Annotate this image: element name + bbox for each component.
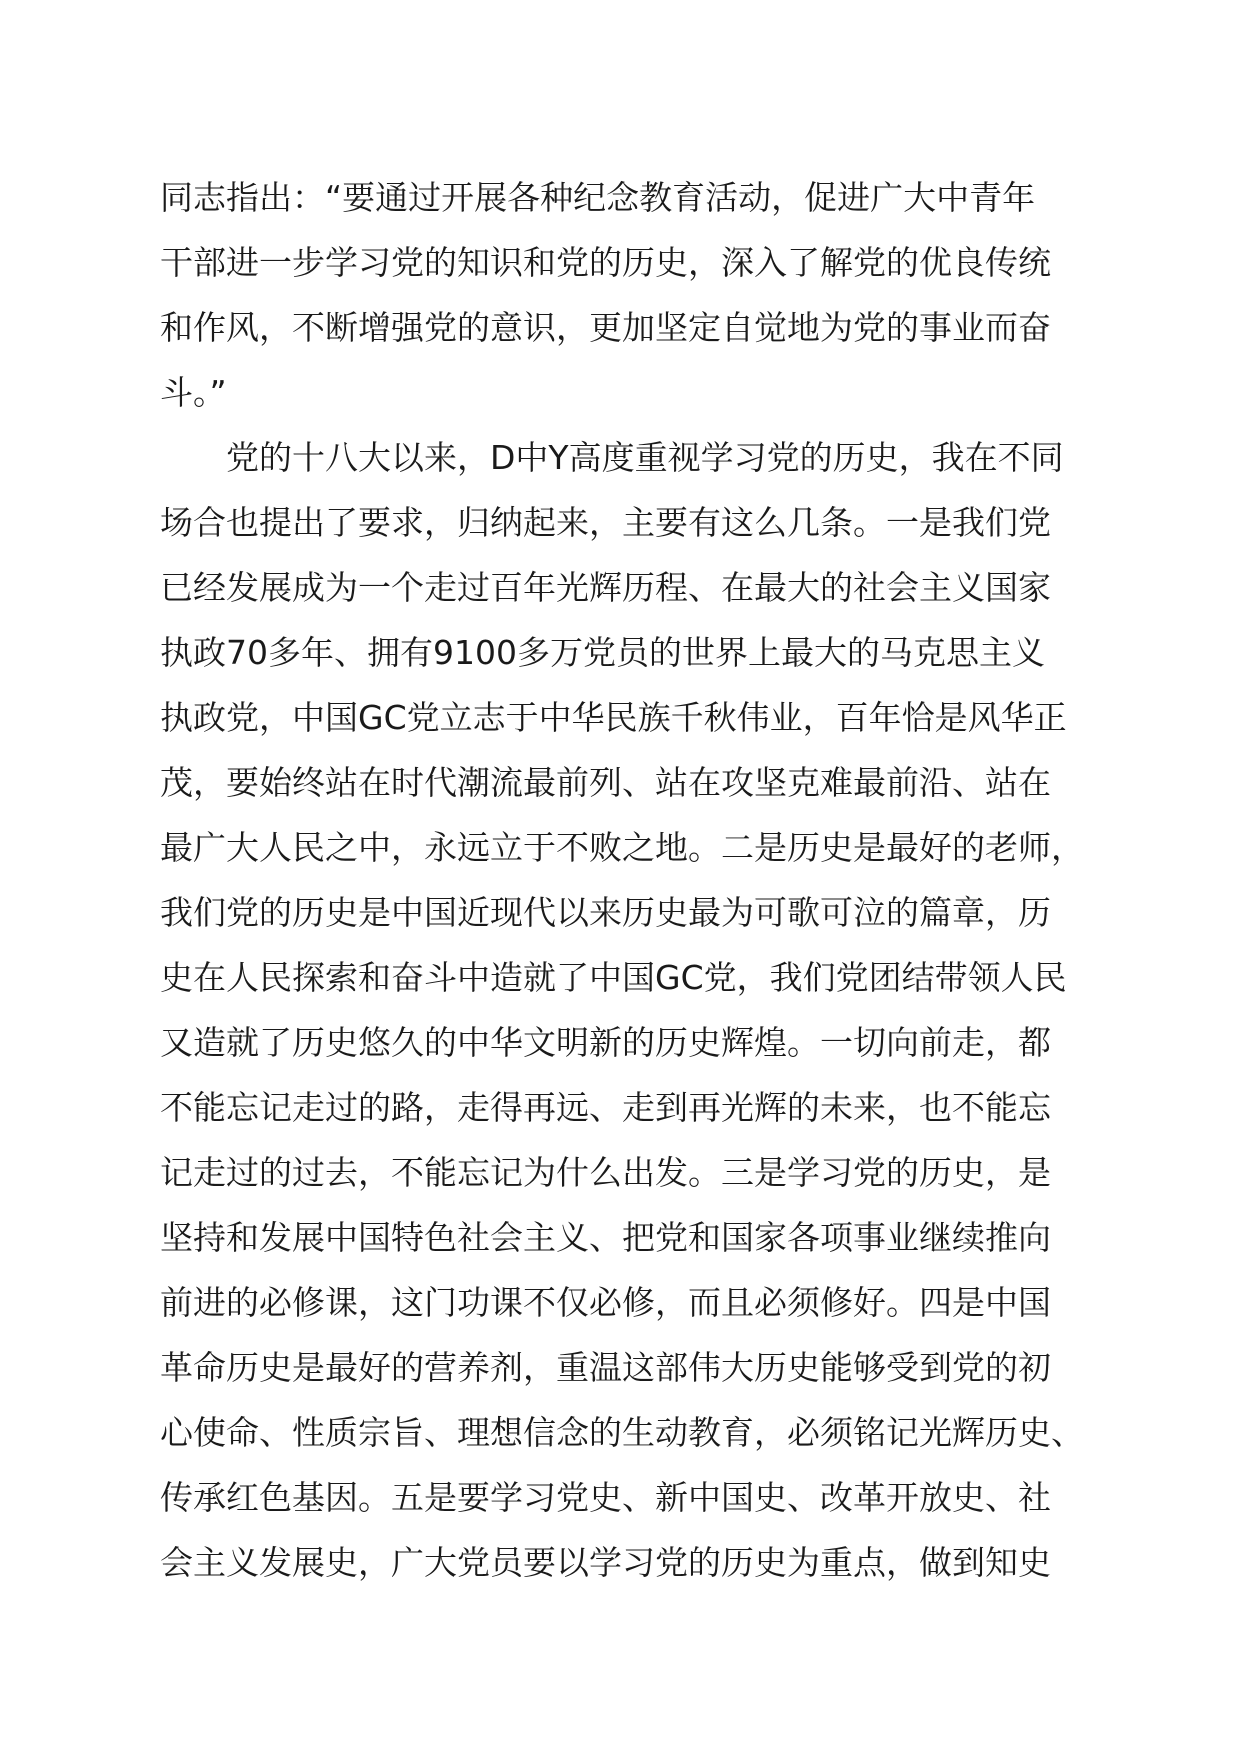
text-line: 会主义发展史，广大党员要以学习党的历史为重点，做到知史 <box>160 1543 1051 1582</box>
text-line: 干部进一步学习党的知识和党的历史，深入了解党的优良传统 <box>160 243 1051 282</box>
text-line: 和作风，不断增强党的意识，更加坚定自觉地为党的事业而奋 <box>160 308 1051 347</box>
text-line: 又造就了历史悠久的中华文明新的历史辉煌。一切向前走，都 <box>160 1023 1051 1062</box>
text-line: 已经发展成为一个走过百年光辉历程、在最大的社会主义国家 <box>160 568 1051 607</box>
text-line: 心使命、性质宗旨、理想信念的生动教育，必须铭记光辉历史、 <box>160 1413 1084 1452</box>
text-line: 执政党，中国GC党立志于中华民族千秋伟业，百年恰是风华正 <box>160 698 1067 737</box>
text-line: 茂，要始终站在时代潮流最前列、站在攻坚克难最前沿、站在 <box>160 763 1051 802</box>
text-line: 革命历史是最好的营养剂，重温这部伟大历史能够受到党的初 <box>160 1348 1051 1387</box>
body-text <box>160 165 1110 1595</box>
text-line: 斗。” <box>160 373 227 412</box>
paragraph-first-line: 党的十八大以来，D中Y高度重视学习党的历史，我在不同 <box>226 438 1064 477</box>
text-line: 传承红色基因。五是要学习党史、新中国史、改革开放史、社 <box>160 1478 1051 1517</box>
text-line: 场合也提出了要求，归纳起来，主要有这么几条。一是我们党 <box>160 503 1051 542</box>
text-line: 坚持和发展中国特色社会主义、把党和国家各项事业继续推向 <box>160 1218 1051 1257</box>
text-line: 同志指出：“要通过开展各种纪念教育活动，促进广大中青年 <box>160 178 1036 217</box>
text-line: 前进的必修课，这门功课不仅必修，而且必须修好。四是中国 <box>160 1283 1051 1322</box>
text-line: 执政70多年、拥有9100多万党员的世界上最大的马克思主义 <box>160 633 1045 672</box>
text-line: 最广大人民之中，永远立于不败之地。二是历史是最好的老师， <box>160 828 1084 867</box>
text-line: 史在人民探索和奋斗中造就了中国GC党，我们党团结带领人民 <box>160 958 1067 997</box>
text-line: 我们党的历史是中国近现代以来历史最为可歌可泣的篇章，历 <box>160 893 1051 932</box>
text-line: 不能忘记走过的路，走得再远、走到再光辉的未来，也不能忘 <box>160 1088 1051 1127</box>
text-line: 记走过的过去，不能忘记为什么出发。三是学习党的历史，是 <box>160 1153 1051 1192</box>
